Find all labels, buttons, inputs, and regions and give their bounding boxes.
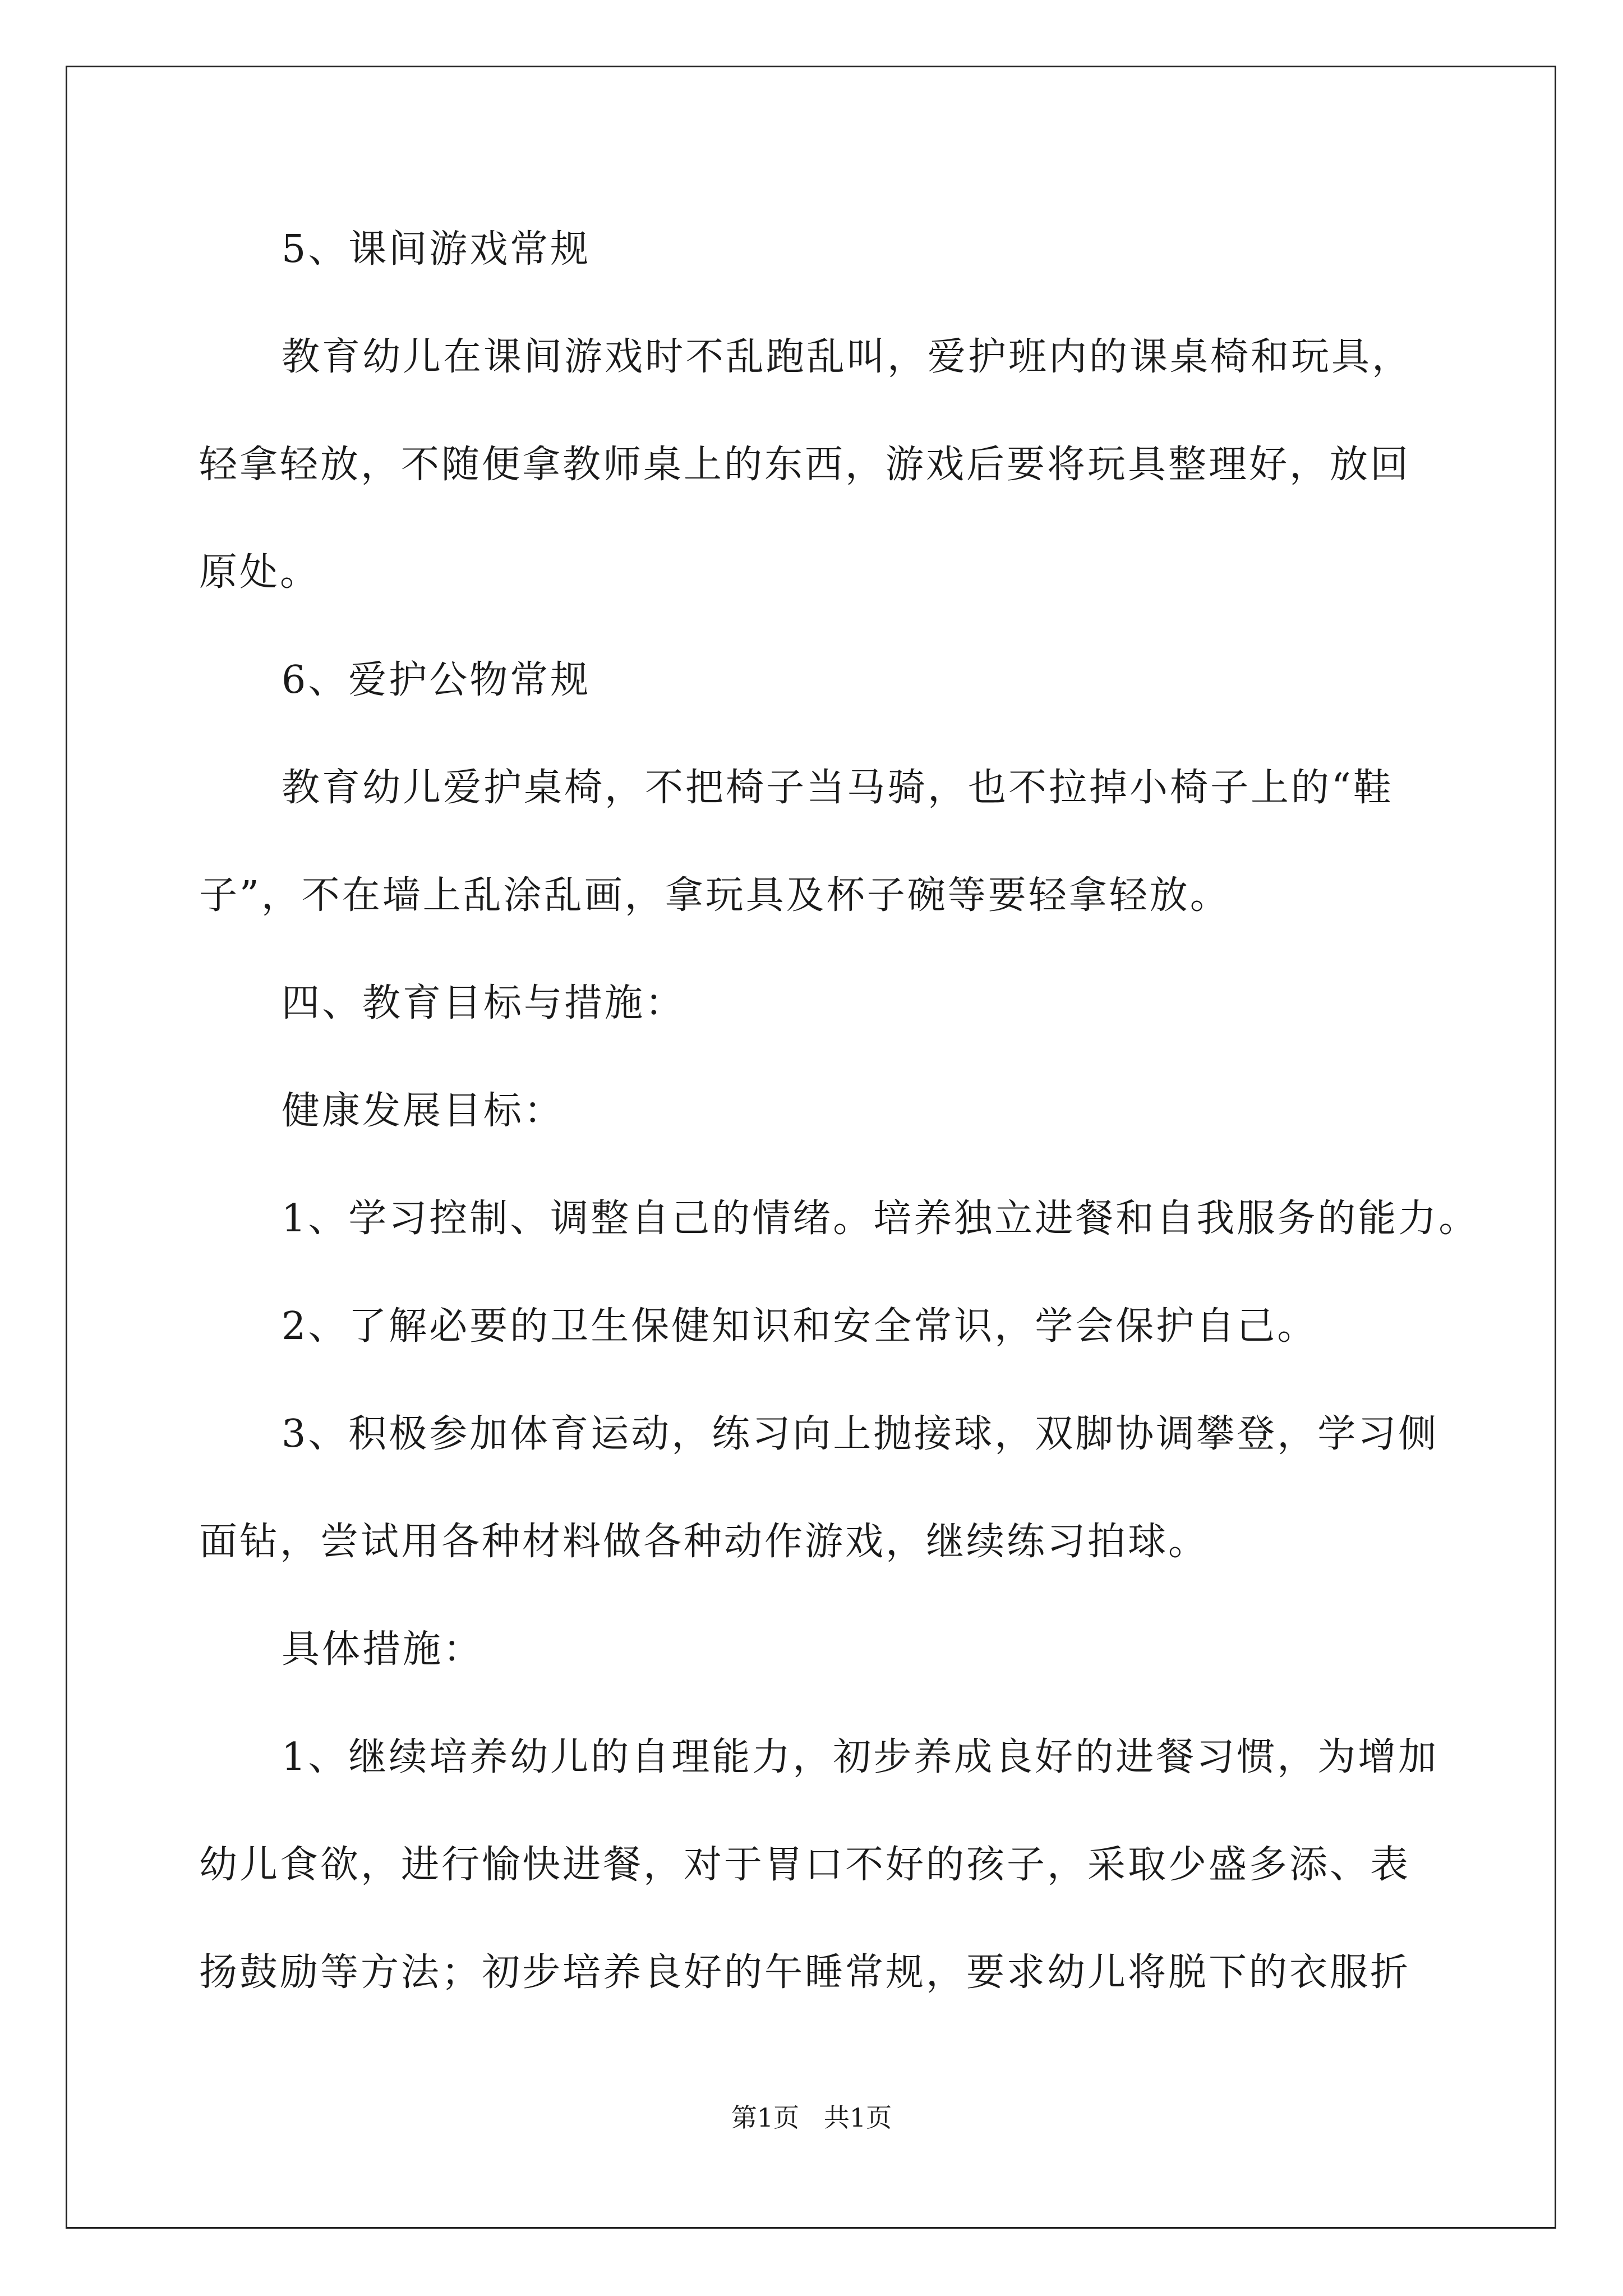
body-text-line: 原处。 [199, 550, 321, 595]
body-text-line: 扬鼓励等方法；初步培养良好的午睡常规，要求幼儿将脱下的衣服折 [199, 1950, 1411, 1995]
goal-item-3: 3、积极参加体育运动，练习向上抛接球，双脚协调攀登，学习侧 [282, 1412, 1439, 1456]
body-text-line: 幼儿食欲，进行愉快进餐，对于胃口不好的孩子，采取少盛多添、表 [199, 1843, 1411, 1887]
page-border [66, 66, 1556, 2229]
subheading-measures: 具体措施： [282, 1627, 484, 1672]
body-text-line: 教育幼儿爱护桌椅，不把椅子当马骑，也不拉掉小椅子上的“鞋 [282, 766, 1394, 810]
section-heading-6: 6、爱护公物常规 [282, 658, 591, 702]
body-text-line: 教育幼儿在课间游戏时不乱跑乱叫，爱护班内的课桌椅和玩具， [282, 335, 1413, 379]
body-text-line: 子”，不在墙上乱涂乱画，拿玩具及杯子碗等要轻拿轻放。 [199, 873, 1230, 918]
goal-item-1: 1、学习控制、调整自己的情绪。培养独立进餐和自我服务的能力。 [282, 1197, 1479, 1241]
body-text-line: 面钻，尝试用各种材料做各种动作游戏，继续练习拍球。 [199, 1520, 1209, 1564]
page-number-footer: 第1页 共1页 [731, 2102, 892, 2133]
goal-item-2: 2、了解必要的卫生保健知识和安全常识，学会保护自己。 [282, 1304, 1318, 1349]
measure-item-1: 1、继续培养幼儿的自理能力，初步养成良好的进餐习惯，为增加 [282, 1735, 1439, 1779]
body-text-line: 轻拿轻放，不随便拿教师桌上的东西，游戏后要将玩具整理好，放回 [199, 443, 1411, 487]
subheading-health-goals: 健康发展目标： [282, 1089, 565, 1133]
section-heading-5: 5、课间游戏常规 [282, 227, 591, 272]
section-heading-4: 四、教育目标与措施： [282, 981, 686, 1025]
